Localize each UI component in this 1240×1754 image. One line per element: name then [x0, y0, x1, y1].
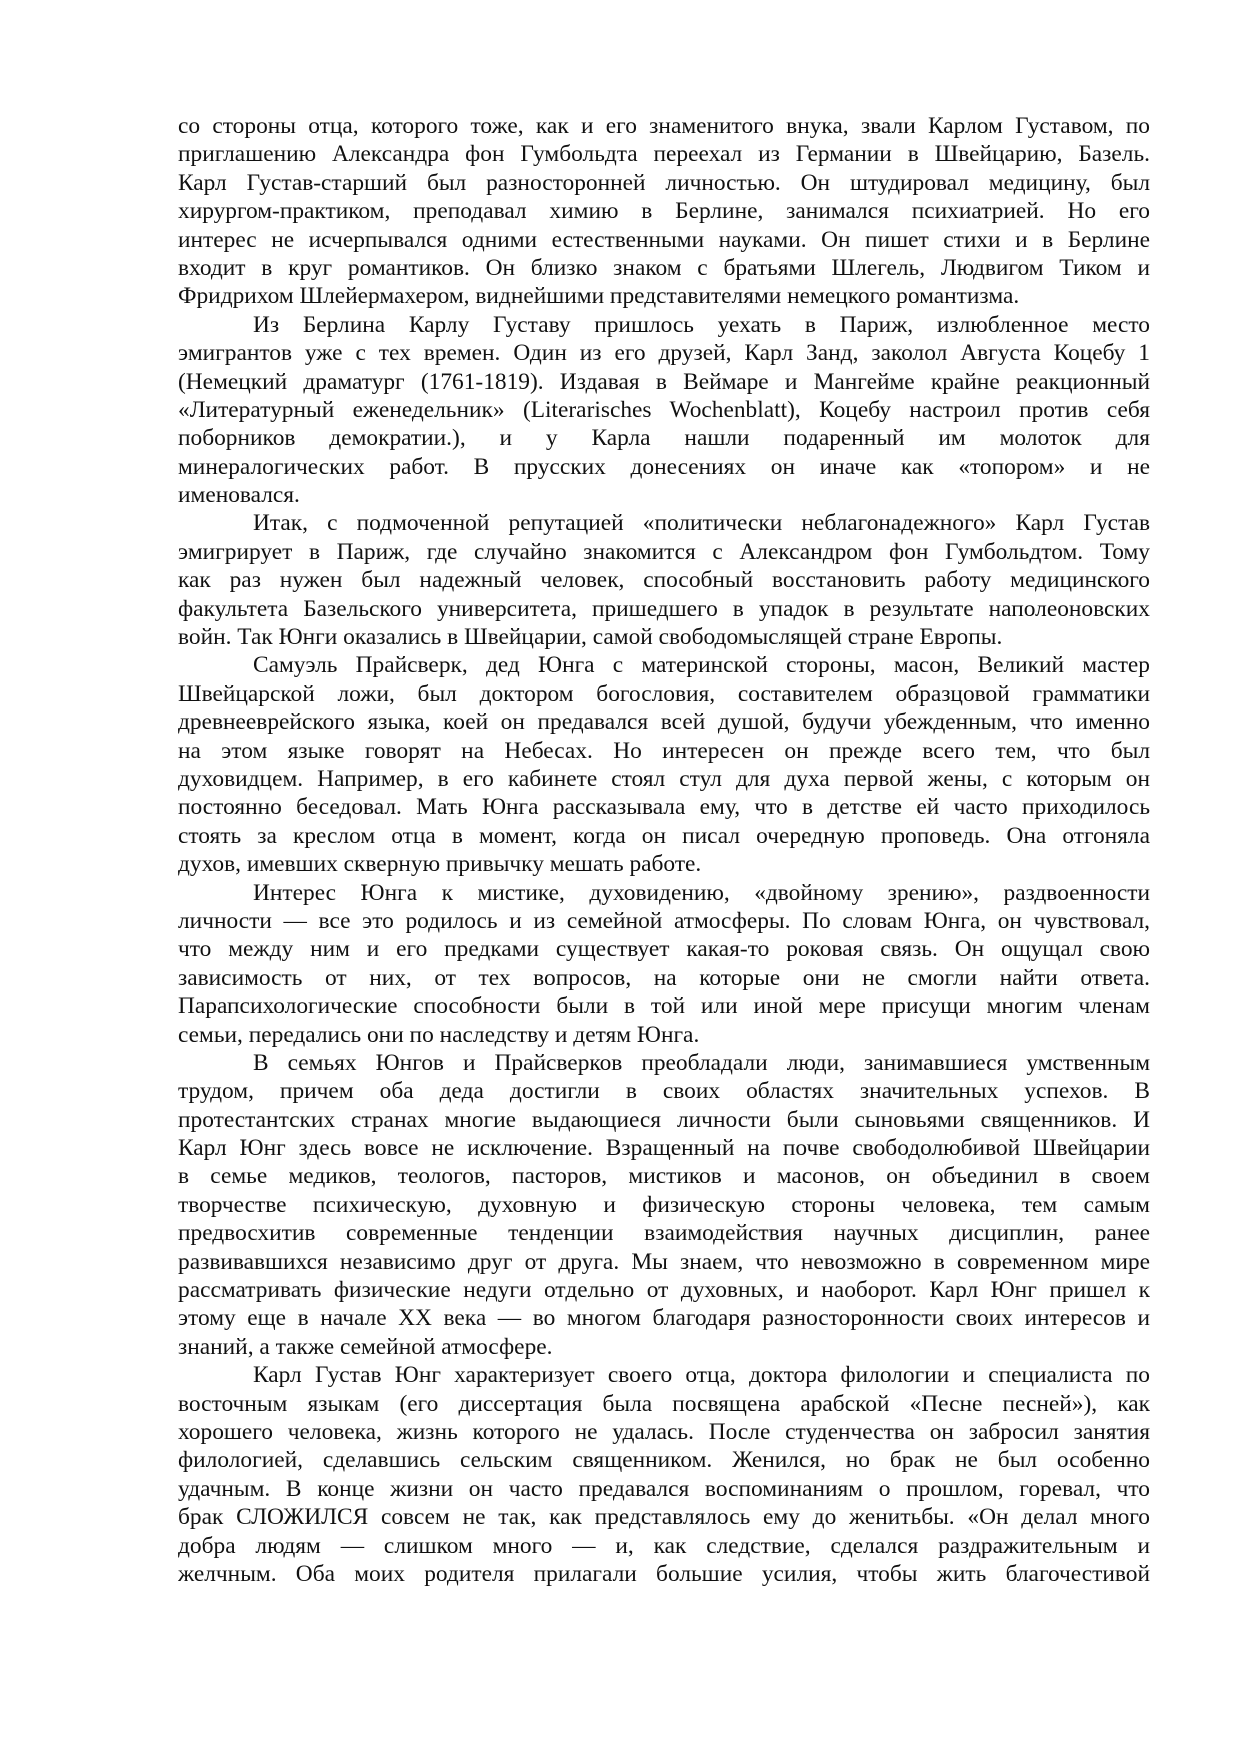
paragraph-6	[178, 1049, 1150, 1361]
text-line: приглашению Александра фон Гумбольдта переехал из Германии в Швейцарию, Базель.	[178, 141, 1150, 168]
text-line: стоять за креслом отца в момент, когда он писал очередную проповедь. Она отгоняла	[178, 822, 1150, 849]
paragraph-5	[178, 879, 1150, 1049]
text-line: войн. Так Юнги оказались в Швейцарии, самой свободомыслящей стране Европы.	[178, 624, 1003, 651]
text-line: факультета Базельского университета, пришедшего в упадок в результате наполеоновских	[178, 595, 1150, 622]
text-line: Карл Юнг здесь вовсе не исключение. Взращенный на почве свободолюбивой Швейцарии	[178, 1135, 1150, 1162]
text-line: минералогических работ. В прусских донесениях он иначе как «топором» и не	[178, 453, 1150, 480]
paragraph-1	[178, 112, 1150, 311]
text-line: в семье медиков, теологов, пасторов, мистиков и масонов, он объединил в своем	[178, 1163, 1150, 1190]
text-line: удачным. В конце жизни он часто предавался воспоминаниям о прошлом, горевал, что	[178, 1475, 1150, 1502]
text-line: со стороны отца, которого тоже, как и его знаменитого внука, звали Карлом Густавом, по	[178, 113, 1150, 139]
text-line: как раз нужен был надежный человек, способный восстановить работу медицинского	[178, 567, 1150, 594]
text-line: Карл Густав-старший был разносторонней личностью. Он штудировал медицину, был	[178, 169, 1150, 196]
text-line: трудом, причем оба деда достигли в своих областях значительных успехов. В	[178, 1078, 1150, 1105]
text-line: развивавшихся независимо друг от друга. Мы знаем, что невозможно в современном мире	[178, 1248, 1150, 1275]
text-line: восточным языкам (его диссертация была посвящена арабской «Песне песней»), как	[178, 1390, 1150, 1417]
text-line: хирургом-практиком, преподавал химию в Берлине, занимался психиатрией. Но его	[178, 198, 1150, 225]
text-line: творчестве психическую, духовную и физическую стороны человека, тем самым	[178, 1191, 1150, 1218]
text-line: Итак, с подмоченной репутацией «политически неблагонадежного» Карл Густав	[253, 510, 1150, 537]
text-line: хорошего человека, жизнь которого не удалась. После студенчества он забросил занятия	[178, 1418, 1150, 1445]
text-line: протестантских странах многие выдающиеся личности были сыновьями священников. И	[178, 1106, 1150, 1133]
text-line: Карл Густав Юнг характеризует своего отца, доктора филологии и специалиста по	[253, 1362, 1150, 1389]
text-line: брак СЛОЖИЛСЯ совсем не так, как представлялось ему до женитьбы. «Он делал много	[178, 1504, 1150, 1531]
text-line: что между ним и его предками существует какая-то роковая связь. Он ощущал свою	[178, 936, 1150, 963]
text-line: «Литературный еженедельник» (Literarisches Wochenblatt), Коцебу настроил против себя	[178, 396, 1150, 423]
text-line: знаний, а также семейной атмосфере.	[178, 1333, 553, 1360]
text-line: семьи, передались они по наследству и детям Юнга.	[178, 1021, 700, 1048]
text-line: духов, имевших скверную привычку мешать работе.	[178, 851, 702, 878]
paragraph-3	[178, 509, 1150, 651]
text-line: Швейцарской ложи, был доктором богословия, составителем образцовой грамматики	[178, 680, 1150, 707]
text-line: Фридрихом Шлейермахером, виднейшими представителями немецкого романтизма.	[178, 283, 1020, 310]
paragraph-7	[178, 1361, 1150, 1588]
text-line: филологией, сделавшись сельским священником. Женился, но брак не был особенно	[178, 1447, 1150, 1474]
text-line: именовался.	[178, 482, 300, 509]
text-line: этому еще в начале XX века — во многом благодаря разносторонности своих интересов и	[178, 1305, 1150, 1332]
text-line: на этом языке говорят на Небесах. Но интересен он прежде всего тем, что был	[178, 737, 1150, 764]
text-line: добра людям — слишком много — и, как следствие, сделался раздражительным и	[178, 1532, 1150, 1559]
text-line: Парапсихологические способности были в той или иной мере присущи многим членам	[178, 993, 1150, 1020]
text-line: желчным. Оба моих родителя прилагали большие усилия, чтобы жить благочестивой	[178, 1560, 1150, 1587]
text-line: входит в круг романтиков. Он близко знаком с братьями Шлегель, Людвигом Тиком и	[178, 254, 1150, 281]
document-page	[178, 112, 1150, 1588]
text-line: Самуэль Прайсверк, дед Юнга с материнской стороны, масон, Великий мастер	[253, 652, 1150, 679]
text-line: предвосхитив современные тенденции взаимодействия научных дисциплин, ранее	[178, 1220, 1150, 1247]
text-line: Интерес Юнга к мистике, духовидению, «двойному зрению», раздвоенности	[253, 879, 1150, 906]
text-line: эмигрантов уже с тех времен. Один из его друзей, Карл Занд, заколол Августа Коцебу 1	[178, 340, 1150, 367]
text-line: духовидцем. Например, в его кабинете стоял стул для духа первой жены, с которым он	[178, 765, 1150, 792]
text-line: В семьях Юнгов и Прайсверков преобладали люди, занимавшиеся умственным	[253, 1049, 1150, 1076]
paragraph-2	[178, 311, 1150, 510]
paragraph-4	[178, 651, 1150, 878]
text-line: древнееврейского языка, коей он предавался всей душой, будучи убежденным, что именно	[178, 709, 1150, 736]
text-line: постоянно беседовал. Мать Юнга рассказывала ему, что в детстве ей часто приходилось	[178, 794, 1150, 821]
text-line: эмигрирует в Париж, где случайно знакомится с Александром фон Гумбольдтом. Тому	[178, 538, 1150, 565]
text-line: поборников демократии.), и у Карла нашли подаренный им молоток для	[178, 425, 1150, 452]
text-line: рассматривать физические недуги отдельно от духовных, и наоборот. Карл Юнг пришел к	[178, 1277, 1150, 1304]
text-line: Из Берлина Карлу Густаву пришлось уехать в Париж, излюбленное место	[253, 311, 1150, 338]
text-line: личности — все это родилось и из семейной атмосферы. По словам Юнга, он чувствовал,	[178, 907, 1150, 934]
text-line: (Немецкий драматург (1761-1819). Издавая в Веймаре и Мангейме крайне реакционный	[178, 368, 1150, 395]
text-line: интерес не исчерпывался одними естественными науками. Он пишет стихи и в Берлине	[178, 226, 1150, 253]
text-line: зависимость от них, от тех вопросов, на которые они не смогли найти ответа.	[178, 964, 1150, 991]
